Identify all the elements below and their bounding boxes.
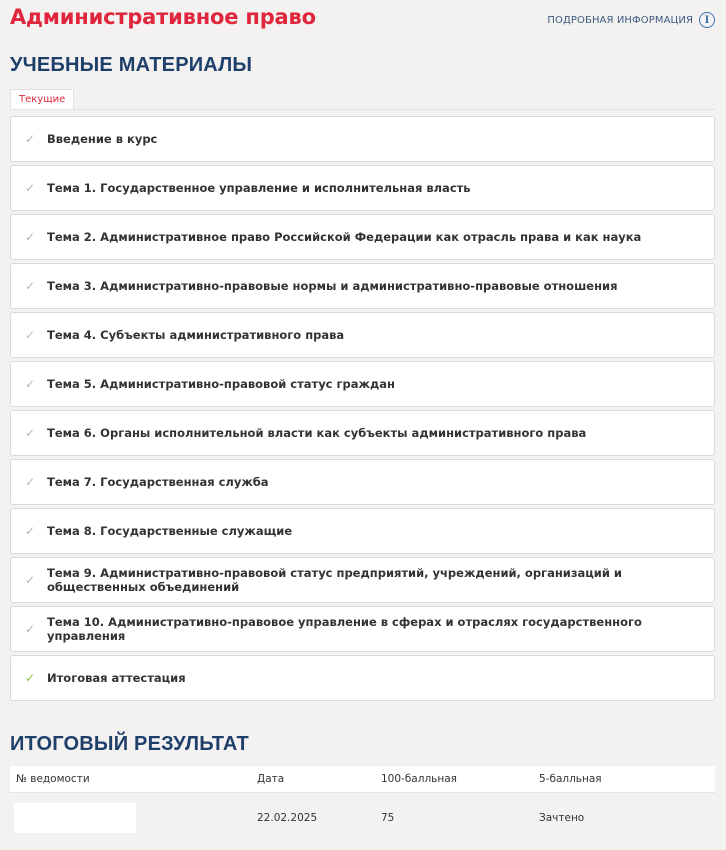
check-icon: ✓ xyxy=(25,671,36,685)
column-header-score100: 100-балльная xyxy=(381,773,457,785)
topic-item[interactable] xyxy=(10,263,715,309)
check-icon: ✓ xyxy=(25,622,36,636)
topic-item[interactable] xyxy=(10,557,715,603)
topic-item[interactable] xyxy=(10,410,715,456)
topic-list xyxy=(10,116,715,701)
topic-item[interactable] xyxy=(10,606,715,652)
results-table xyxy=(10,766,715,843)
topic-label: Тема 2. Административное право Российской Федерации как отрасль права и как наука xyxy=(47,230,642,244)
column-header-score5: 5-балльная xyxy=(539,773,602,785)
topic-item[interactable] xyxy=(10,459,715,505)
topic-item[interactable] xyxy=(10,361,715,407)
check-icon: ✓ xyxy=(25,328,36,342)
topic-item[interactable] xyxy=(10,116,715,162)
topic-item[interactable] xyxy=(10,655,715,701)
record-number-cell xyxy=(10,803,257,833)
topic-item[interactable] xyxy=(10,312,715,358)
topic-label: Тема 3. Административно-правовые нормы и административно-правовые отношения xyxy=(47,279,618,293)
check-icon: ✓ xyxy=(25,132,36,146)
topic-item[interactable] xyxy=(10,508,715,554)
topic-label: Тема 1. Государственное управление и исполнительная власть xyxy=(47,181,471,195)
redacted-value xyxy=(14,803,136,833)
topic-label: Тема 7. Государственная служба xyxy=(47,475,269,489)
check-icon: ✓ xyxy=(25,377,36,391)
check-icon: ✓ xyxy=(25,524,36,538)
tab-divider xyxy=(10,109,716,110)
info-icon[interactable]: I xyxy=(699,12,715,28)
check-icon: ✓ xyxy=(25,426,36,440)
topic-label: Тема 8. Государственные служащие xyxy=(47,524,293,538)
column-header-record: № ведомости xyxy=(16,773,90,785)
topic-label: Тема 5. Административно-правовой статус граждан xyxy=(47,377,395,391)
topic-label: Введение в курс xyxy=(47,132,158,146)
score100-cell: 75 xyxy=(381,812,395,824)
topic-label: Тема 9. Административно-правовой статус предприятий, учреждений, организаций и общественных объединений xyxy=(47,566,622,594)
details-link-label: ПОДРОБНАЯ ИНФОРМАЦИЯ xyxy=(547,14,693,26)
check-icon: ✓ xyxy=(25,475,36,489)
score5-cell: Зачтено xyxy=(539,812,585,824)
details-link[interactable] xyxy=(547,12,715,28)
check-icon: ✓ xyxy=(25,279,36,293)
page-title: Административное право xyxy=(10,5,316,29)
table-header xyxy=(10,766,715,793)
date-cell: 22.02.2025 xyxy=(257,812,318,824)
tab-current[interactable]: Текущие xyxy=(10,89,74,109)
check-icon: ✓ xyxy=(25,573,36,587)
topic-label: Тема 4. Субъекты административного права xyxy=(47,328,345,342)
topic-label: Итоговая аттестация xyxy=(47,671,186,685)
topic-label: Тема 6. Органы исполнительной власти как субъекты административного права xyxy=(47,426,587,440)
result-section-title: ИТОГОВЫЙ РЕЗУЛЬТАТ xyxy=(10,733,249,755)
materials-section-title: УЧЕБНЫЕ МАТЕРИАЛЫ xyxy=(10,54,253,76)
topic-item[interactable] xyxy=(10,165,715,211)
topic-item[interactable] xyxy=(10,214,715,260)
check-icon: ✓ xyxy=(25,181,36,195)
check-icon: ✓ xyxy=(25,230,36,244)
column-header-date: Дата xyxy=(257,773,285,785)
topic-label: Тема 10. Административно-правовое управление в сферах и отраслях государственного управления xyxy=(47,615,642,643)
table-row xyxy=(10,793,715,843)
